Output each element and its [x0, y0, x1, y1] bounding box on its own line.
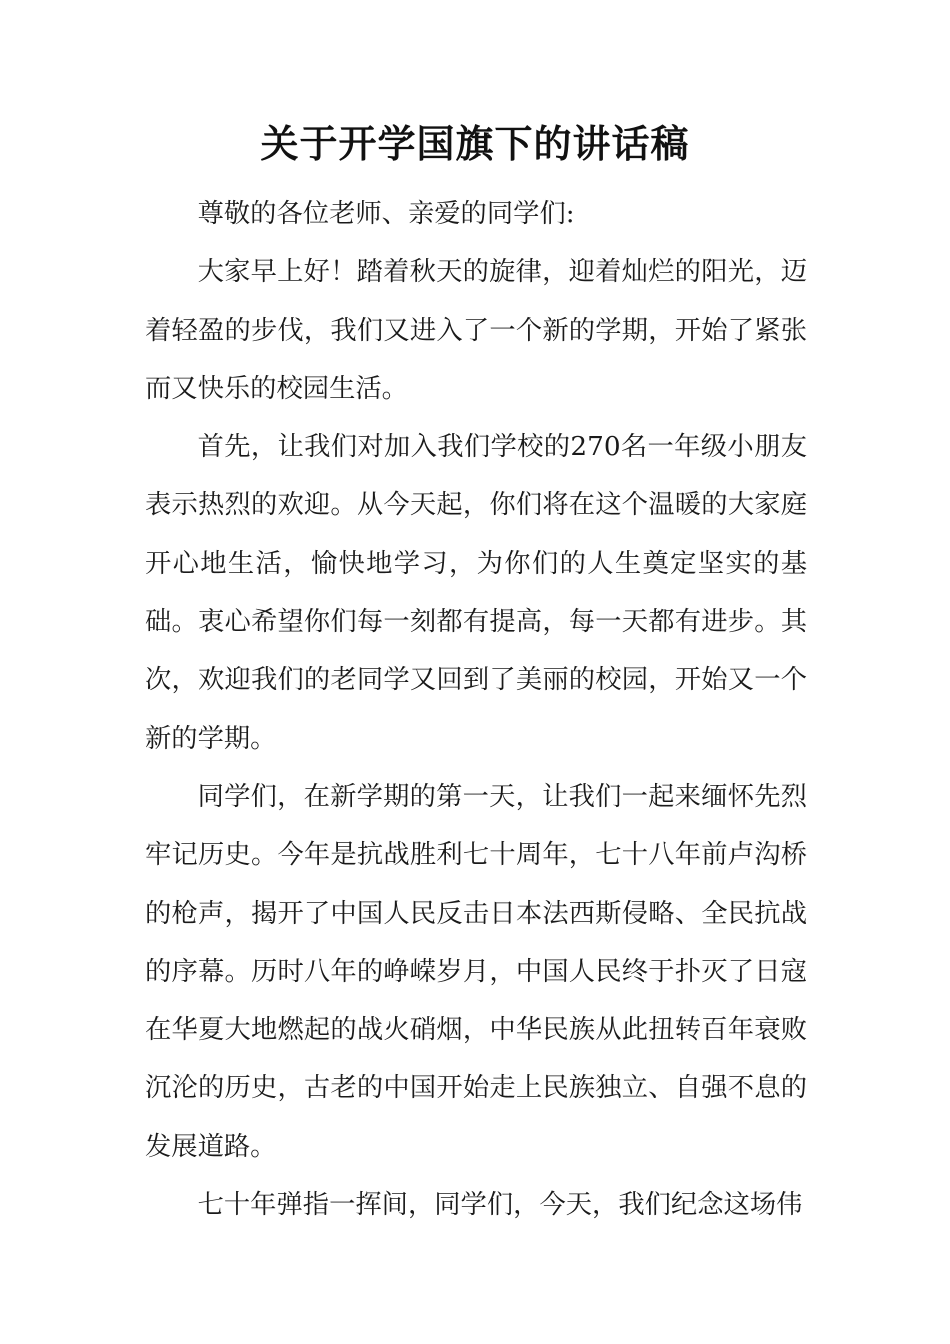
paragraph-salutation: 尊敬的各位老师、亲爱的同学们: — [197, 199, 575, 229]
paragraph-greeting: 大家早上好！踏着秋天的旋律，迎着灿烂的阳光，迈着轻盈的步伐，我们又进入了一个新的学期，开始了紧张而又快乐的校园生活。 — [145, 257, 807, 404]
paragraph-history: 同学们，在新学期的第一天，让我们一起来缅怀先烈牢记历史。今年是抗战胜利七十周年，七十八年前卢沟桥的枪声，揭开了中国人民反击日本法西斯侵略、全民抗战的序幕。历时八年的峥嵘岁月，中国人民终于扑灭了日寇在华夏大地燃起的战火硝烟，中华民族从此扭转百年衰败沉沦的历史，古老的中国开始走上民族独立、自强不息的发展道路。 — [145, 781, 807, 1162]
document-title: 关于开学国旗下的讲话稿 — [260, 121, 690, 166]
paragraph-welcome: 首先，让我们对加入我们学校的270名一年级小朋友表示热烈的欢迎。从今天起，你们将在这个温暖的大家庭开心地生活，愉快地学习，为你们的人生奠定坚实的基础。衷心希望你们每一刻都有提高，每一天都有进步。其次，欢迎我们的老同学又回到了美丽的校园，开始又一个新的学期。 — [145, 432, 807, 754]
paragraph-seventy-years: 七十年弹指一挥间，同学们，今天，我们纪念这场伟 — [197, 1190, 803, 1221]
document-body — [145, 185, 807, 1234]
